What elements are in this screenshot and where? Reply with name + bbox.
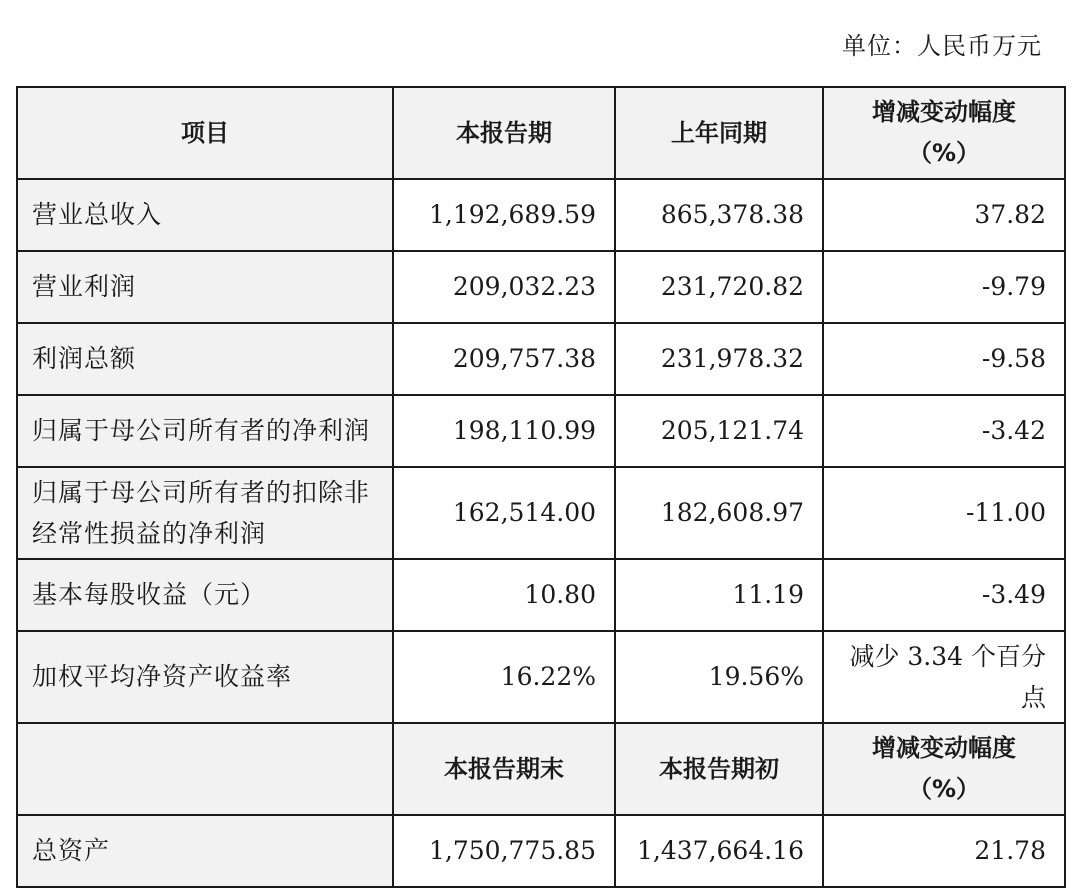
row-prior: 19.56%: [615, 631, 823, 723]
row-change-line1: 减少 3.34 个百分: [849, 641, 1046, 671]
row-prior: 865,378.38: [615, 179, 823, 251]
row-current: 209,032.23: [393, 251, 615, 323]
row-current: 162,514.00: [393, 467, 615, 559]
header-row: [17, 87, 1065, 179]
row-change: -9.79: [823, 251, 1065, 323]
row-current: 1,750,775.85: [393, 815, 615, 887]
row-change: -11.00: [823, 467, 1065, 559]
row-current: 1,192,689.59: [393, 179, 615, 251]
row-change: [823, 631, 1065, 723]
row-change: -9.58: [823, 323, 1065, 395]
row-label: [17, 467, 393, 559]
row-change: -3.42: [823, 395, 1065, 467]
row-current: 198,110.99: [393, 395, 615, 467]
header2-item: [17, 723, 393, 815]
row-change: 21.78: [823, 815, 1065, 887]
unit-label: 单位：人民币万元: [842, 32, 1042, 60]
row-label: 总资产: [17, 815, 393, 887]
row-label: 基本每股收益（元）: [17, 559, 393, 631]
row-label: 利润总额: [17, 323, 393, 395]
financial-summary-table: [16, 86, 1066, 888]
row-prior: 182,608.97: [615, 467, 823, 559]
row-change: 37.82: [823, 179, 1065, 251]
header2-change-line2: （%）: [907, 775, 981, 803]
header2-period-end: 本报告期末: [393, 723, 615, 815]
row-label: 归属于母公司所有者的净利润: [17, 395, 393, 467]
row-change-line2: 点: [1020, 683, 1046, 712]
table-row: [17, 251, 1065, 323]
table-row: [17, 179, 1065, 251]
table-row: [17, 631, 1065, 723]
row-change: -3.49: [823, 559, 1065, 631]
header2-period-start: 本报告期初: [615, 723, 823, 815]
row-label: 营业总收入: [17, 179, 393, 251]
header-change-line1: 增减变动幅度: [872, 98, 1016, 127]
row-prior: 231,720.82: [615, 251, 823, 323]
row-prior: 1,437,664.16: [615, 815, 823, 887]
table-row: [17, 815, 1065, 887]
header-row-balance: [17, 723, 1065, 815]
row-label: 营业利润: [17, 251, 393, 323]
header-change: [823, 87, 1065, 179]
header-item: 项目: [17, 87, 393, 179]
row-prior: 205,121.74: [615, 395, 823, 467]
header2-change: [823, 723, 1065, 815]
row-label-line2: 经常性损益的净利润: [32, 519, 267, 548]
row-prior: 11.19: [615, 559, 823, 631]
header2-change-line1: 增减变动幅度: [872, 734, 1016, 763]
table-row: [17, 323, 1065, 395]
header-change-line2: （%）: [907, 139, 981, 167]
header-current-period: 本报告期: [393, 87, 615, 179]
row-label: 加权平均净资产收益率: [17, 631, 393, 723]
table-row: [17, 395, 1065, 467]
row-label-line1: 归属于母公司所有者的扣除非: [32, 477, 371, 507]
table-row: [17, 559, 1065, 631]
header-prior-period: 上年同期: [615, 87, 823, 179]
row-prior: 231,978.32: [615, 323, 823, 395]
row-current: 10.80: [393, 559, 615, 631]
table-row: [17, 467, 1065, 559]
row-current: 16.22%: [393, 631, 615, 723]
row-current: 209,757.38: [393, 323, 615, 395]
